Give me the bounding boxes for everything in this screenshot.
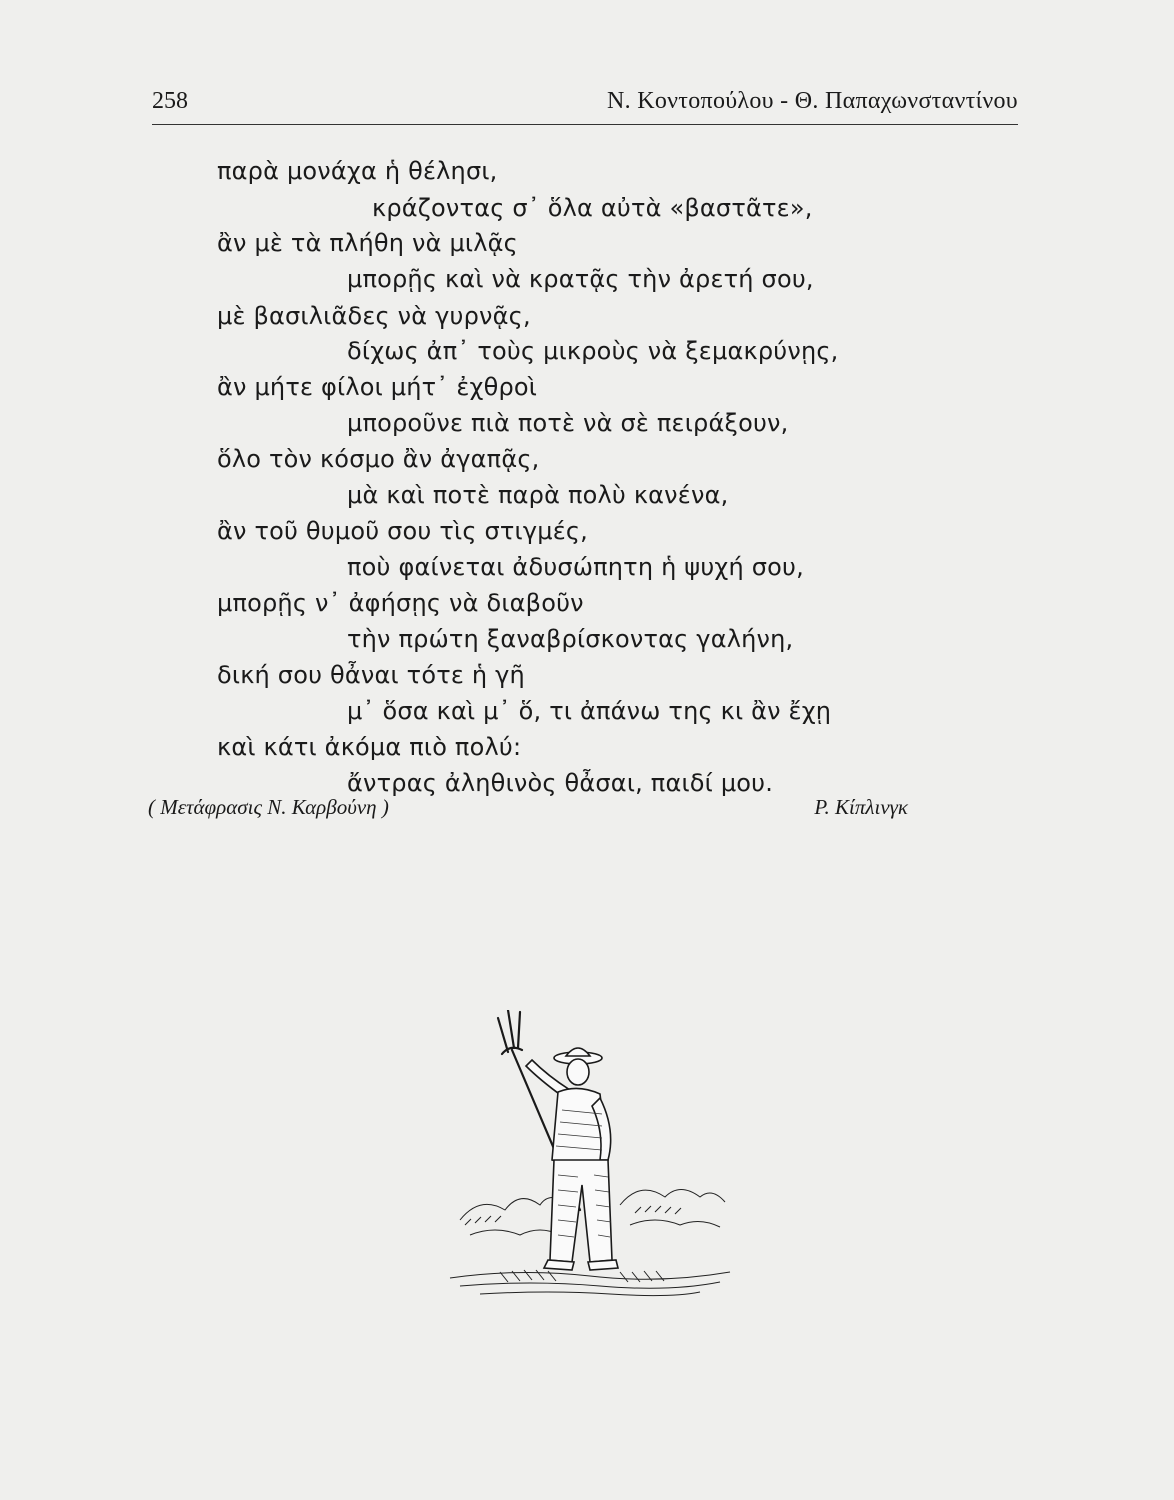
author-credit: Ρ. Κίπλινγκ [814,795,908,819]
poem-line: τὴν πρώτη ξαναβρίσκοντας γαλήνη, [347,625,794,653]
poem-line: μποροῦνε πιὰ ποτὲ νὰ σὲ πειράξουν, [347,409,789,437]
running-head: Ν. Κοντοπούλου - Θ. Παπαχωνσταντίνου [606,88,1018,114]
poem-line: μπορῇς ν᾿ ἀφήσῃς νὰ διαβοῦν [217,589,584,617]
poem-line: κράζοντας σ᾿ ὅλα αὐτὰ «βαστᾶτε», [372,194,813,222]
poem-line: μὰ καὶ ποτὲ παρὰ πολὺ κανένα, [347,481,729,509]
page-header [152,88,1018,128]
poem-line: δική σου θἆναι τότε ἡ γῆ [217,661,525,689]
header-rule [152,124,1018,125]
poem-line: ποὺ φαίνεται ἀδυσώπητη ἡ ψυχή σου, [347,553,804,581]
poem-line: μπορῇς καὶ νὰ κρατᾷς τὴν ἀρετή σου, [347,265,814,293]
poem-line: καὶ κάτι ἀκόμα πιὸ πολύ: [217,733,522,761]
poem-line: μ᾿ ὅσα καὶ μ᾿ ὅ, τι ἀπάνω της κι ἂν ἔχῃ [347,697,832,725]
farmer-with-pitchfork-icon [440,1010,740,1300]
poem-line: δίχως ἀπ᾿ τοὺς μικροὺς νὰ ξεμακρύνῃς, [347,337,839,365]
poem-line: ἄντρας ἀληθινὸς θἆσαι, παιδί μου. [347,769,774,797]
poem-line: μὲ βασιλιᾶδες νὰ γυρνᾷς, [217,302,531,330]
poem-line: παρὰ μονάχα ἡ θέλησι, [217,157,498,185]
poem-credits [148,795,908,825]
poem-line: ἂν μὲ τὰ πλήθη νὰ μιλᾷς [217,229,518,257]
poem-line: ὅλο τὸν κόσμο ἂν ἀγαπᾷς, [217,445,540,473]
poem-line: ἂν μήτε φίλοι μήτ᾿ ἐχθροὶ [217,373,538,401]
page-number: 258 [152,88,188,114]
poem-line: ἂν τοῦ θυμοῦ σου τὶς στιγμές, [217,517,588,545]
translator-credit: ( Μετάφρασις Ν. Καρβούνη ) [148,795,389,819]
